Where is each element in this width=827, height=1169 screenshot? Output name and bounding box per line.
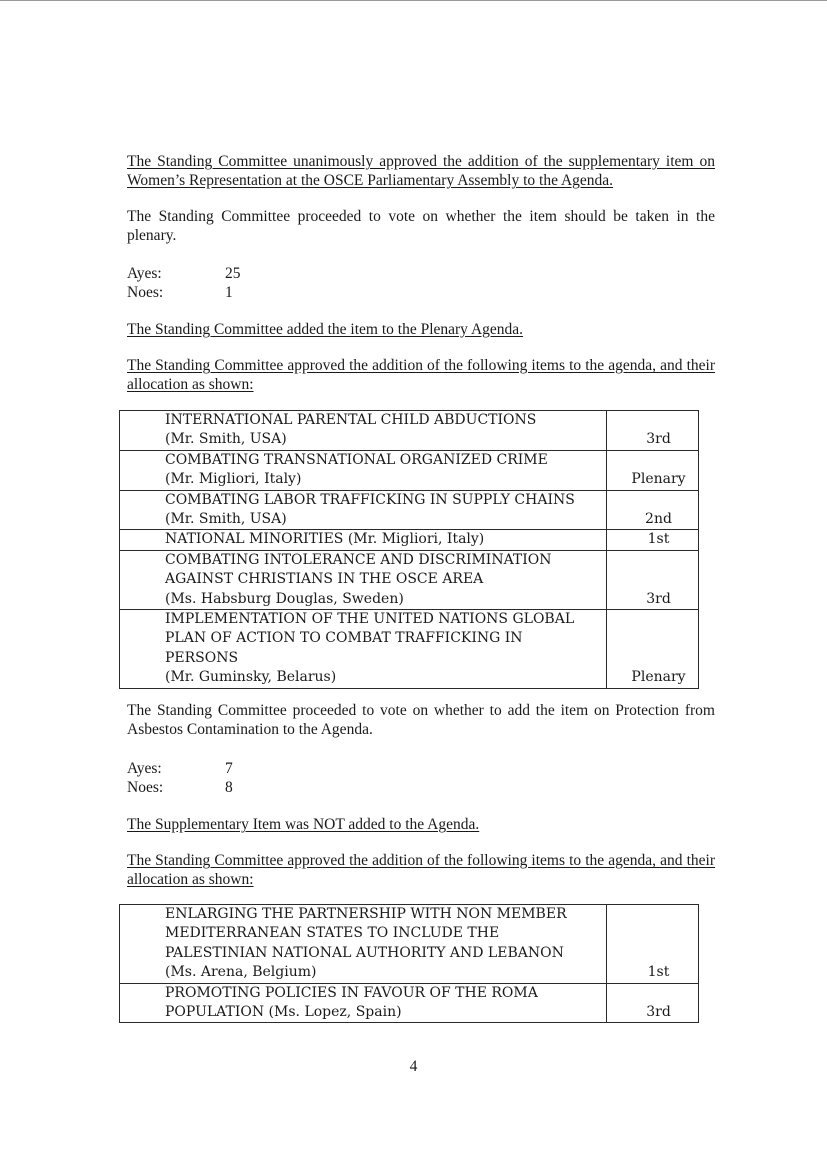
agenda-item-row [120,530,699,550]
paragraph-added-to-plenary: The Standing Committee added the item to the Plenary Agenda. [127,321,524,338]
agenda-item-line: PALESTINIAN NATIONAL AUTHORITY AND LEBANON [165,944,564,961]
agenda-item-title [120,411,607,451]
ayes-label: Ayes: [127,760,162,777]
agenda-item-line: COMBATING INTOLERANCE AND DISCRIMINATION [165,551,552,568]
agenda-item-line: PROMOTING POLICIES IN FAVOUR OF THE ROMA [165,984,538,1001]
agenda-item-line: AGAINST CHRISTIANS IN THE OSCE AREA [165,571,484,588]
ayes-count: 25 [225,265,241,282]
paragraph-vote-asbestos-intro: The Standing Committee proceeded to vote on whether to add the item on Protection from Asbestos Contamination to the Agenda. [127,702,715,738]
agenda-item-allocation: 1st [607,905,699,984]
noes-count: 1 [225,284,233,301]
agenda-item-row [120,610,699,689]
agenda-item-title [120,610,607,689]
agenda-item-line: COMBATING LABOR TRAFFICKING IN SUPPLY CHAINS [165,491,575,508]
agenda-item-row [120,450,699,490]
agenda-item-line: (Ms. Habsburg Douglas, Sweden) [165,590,404,607]
agenda-item-line: (Mr. Migliori, Italy) [165,471,302,488]
agenda-item-title [120,905,607,984]
agenda-item-line: (Mr. Guminsky, Belarus) [165,669,337,686]
agenda-item-allocation: 3rd [607,411,699,451]
agenda-item-title [120,450,607,490]
page-number: 4 [409,1058,418,1075]
page-top-border [0,0,827,1]
paragraph-approved-items-2: The Standing Committee approved the addition of the following items to the agenda, and their allocation as shown: [127,852,715,888]
agenda-item-line: (Mr. Smith, USA) [165,511,287,528]
paragraph-approved-supplementary: The Standing Committee unanimously approved the addition of the supplementary item on Women’s Representation at the OSCE Parliamentary Assembly to the Agenda. [127,153,715,189]
agenda-item-allocation: 3rd [607,550,699,609]
agenda-item-line: POPULATION (Ms. Lopez, Spain) [165,1004,402,1021]
agenda-item-allocation: 1st [607,530,699,550]
noes-label: Noes: [127,779,164,796]
agenda-item-line: COMBATING TRANSNATIONAL ORGANIZED CRIME [165,451,548,468]
agenda-item-allocation: Plenary [607,610,699,689]
paragraph-approved-items-1: The Standing Committee approved the addition of the following items to the agenda, and their allocation as shown: [127,357,715,393]
agenda-item-line: IMPLEMENTATION OF THE UNITED NATIONS GLOBAL [165,611,575,628]
agenda-item-line: (Mr. Smith, USA) [165,431,287,448]
agenda-item-title [120,550,607,609]
noes-label: Noes: [127,284,164,301]
agenda-item-allocation: 3rd [607,983,699,1023]
agenda-items-table-1 [119,410,699,689]
agenda-item-line: NATIONAL MINORITIES (Mr. Migliori, Italy) [165,531,485,548]
ayes-count: 7 [225,760,233,777]
paragraph-not-added: The Supplementary Item was NOT added to the Agenda. [127,816,480,833]
agenda-item-row [120,490,699,530]
agenda-item-row [120,550,699,609]
ayes-label: Ayes: [127,265,162,282]
agenda-item-line: (Ms. Arena, Belgium) [165,964,317,981]
agenda-item-row [120,983,699,1023]
agenda-item-line: PERSONS [165,649,239,666]
paragraph-vote-plenary-intro: The Standing Committee proceeded to vote on whether the item should be taken in the plenary. [127,208,715,244]
agenda-item-line: MEDITERRANEAN STATES TO INCLUDE THE [165,925,500,942]
agenda-item-title [120,983,607,1023]
agenda-item-line: INTERNATIONAL PARENTAL CHILD ABDUCTIONS [165,412,537,428]
agenda-item-title [120,530,607,550]
noes-count: 8 [225,779,233,796]
agenda-item-row [120,411,699,451]
agenda-item-title [120,490,607,530]
agenda-item-allocation: Plenary [607,450,699,490]
agenda-item-row [120,905,699,984]
agenda-item-line: PLAN OF ACTION TO COMBAT TRAFFICKING IN [165,630,523,647]
agenda-item-allocation: 2nd [607,490,699,530]
agenda-item-line: ENLARGING THE PARTNERSHIP WITH NON MEMBER [165,906,567,922]
agenda-items-table-2 [119,904,699,1023]
